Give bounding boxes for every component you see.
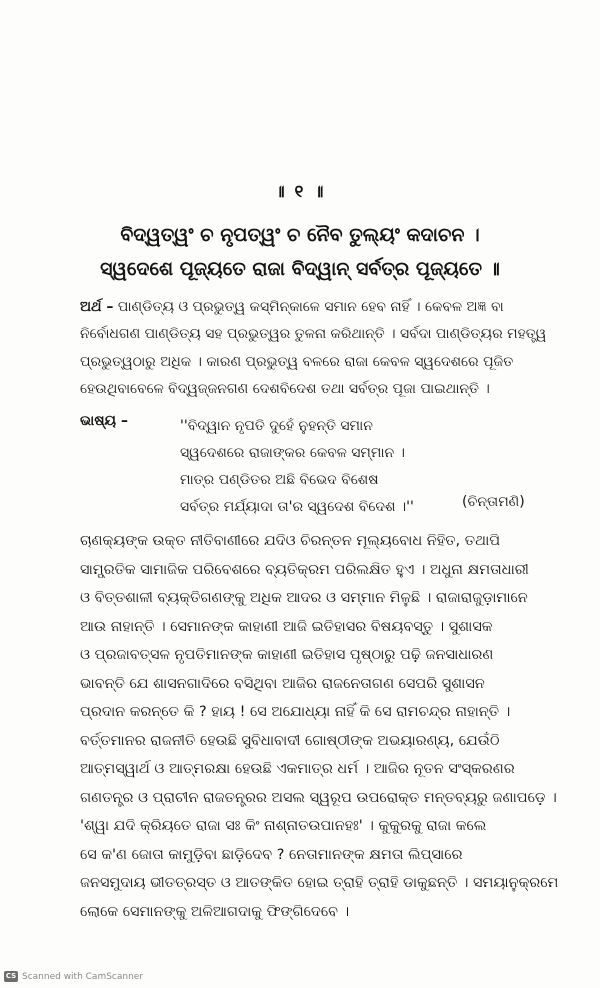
scanner-watermark	[4, 971, 143, 982]
body-line: ଗଣତନ୍ତ୍ର ଓ ପ୍ରାଚୀନ ରାଜତନ୍ତ୍ରର ଅସଲ ସ୍ୱରୂପ ଉପରୋକ୍ତ ମନ୍ତବ୍ୟରୁ ଜଣାପଡ଼େ ।	[80, 789, 557, 806]
section-number: ॥ ୧ ॥	[274, 182, 326, 202]
body-line: ଲୋକେ ସେମାନଙ୍କୁ ଅଳିଆଗଦାକୁ ଫିଙ୍ଗିଦେବେ ।	[80, 903, 350, 920]
bhasya-verse	[180, 413, 414, 521]
commentary-paragraph	[80, 527, 559, 926]
bhasya-label: ଭାଷ୍ୟ –	[80, 413, 128, 429]
body-line: ସେ କ'ଣ ଜୋତା କାମୁଡ଼ିବା ଛାଡ଼ିଦେବ ? ନେତାମାନଙ୍କ କ୍ଷମତା ଲିପ୍ସାରେ	[80, 846, 463, 863]
body-line: ଓ ପ୍ରଜାବତ୍ସଳ ନୃପତିମାନଙ୍କ କାହାଣୀ ଇତିହାସ ପୃଷ୍ଠାରୁ ପଢ଼ି ଜନସାଧାରଣ	[80, 647, 494, 663]
artha-paragraph	[80, 294, 547, 403]
artha-line: ହେଉଥିବାବେଳେ ବିଦ୍ୱଜ୍ଜନଗଣ ଦେଶବିଦେଶ ତଥା ସର୍ବତ୍ର ପୂଜା ପାଇଥାନ୍ତି ।	[80, 380, 490, 397]
bhasya-source: (ଚିନ୍ତାମଣି)	[462, 494, 525, 510]
body-line: ଆଉ ନାହାନ୍ତି । ସେମାନଙ୍କ କାହାଣୀ ଆଜି ଇତିହାସର ବିଷୟବସ୍ତୁ । ସୁଶାସକ	[80, 618, 493, 635]
body-line: ସାମ୍ପ୍ରତିକ ସାମାଜିକ ପରିବେଶରେ ବ୍ୟତିକ୍ରମ ପରିଲକ୍ଷିତ ହୁଏ । ଅଧୁନା କ୍ଷମତାଧାରୀ	[80, 561, 529, 578]
body-line: ଜନସମୁଦାୟ ଭୀତତ୍ରସ୍ତ ଓ ଆତଙ୍କିତ ହୋଇ ତ୍ରାହି ତ୍ରାହି ଡାକୁଛନ୍ତି । ସମୟାନୁକ୍ରମେ	[80, 875, 559, 891]
bhasya-line: ''ବିଦ୍ୱାନ ନୃପତି ଦୁହେଁ ନୁହନ୍ତି ସମାନ	[180, 418, 373, 434]
body-line: ବର୍ତ୍ତମାନର ରାଜନୀତି ହେଉଛି ସୁବିଧାବାଦୀ ଗୋଷ୍ଠୀଙ୍କ ଅଭୟାରଣ୍ୟ, ଯେଉଁଠି	[80, 732, 500, 749]
verse-line-2: ସ୍ୱଦେଶେ ପୂଜ୍ୟତେ ରାଜା ବିଦ୍ୱାନ୍ ସର୍ବତ୍ର ପୂଜ୍ୟତେ ॥	[100, 258, 500, 280]
body-line: ଓ ବିତ୍ତଶାଳୀ ବ୍ୟକ୍ତିଗଣଙ୍କୁ ଅଧିକ ଆଦର ଓ ସମ୍ମାନ ମିଳୁଛି । ରାଜାରାଜୁଡ଼ାମାନେ	[80, 590, 528, 606]
body-line: ଭାବନ୍ତି ଯେ ଶାସନଗାଦିରେ ବସିଥିବା ଆଜିର ରାଜନେତାଗଣ ସେପରି ସୁଶାସନ	[80, 675, 485, 692]
artha-line: ପାଣ୍ଡିତ୍ୟ ଓ ପ୍ରଭୁତ୍ୱ କସ୍ମିନ୍‌କାଳେ ସମାନ ହେବ ନାହିଁ । କେବଳ ଅଜ୍ଞ ବା	[113, 299, 504, 315]
camscanner-logo-icon: CS	[5, 972, 17, 980]
artha-line: ନିର୍ବୋଧଗଣ ପାଣ୍ଡିତ୍ୟ ସହ ପ୍ରଭୁତ୍ୱର ତୁଳନା କରିଥାନ୍ତି । ସର୍ବଦା ପାଣ୍ଡିତ୍ୟର ମହତ୍ତ୍ୱ	[80, 326, 547, 343]
bhasya-line: ସ୍ୱଦେଶରେ ରାଜାଙ୍କର କେବଳ ସମ୍ମାନ ।	[180, 445, 405, 461]
body-line: ଚାଣକ୍ୟଙ୍କ ଉକ୍ତ ନୀତିବାଣୀରେ ଯଦିଓ ଚିରନ୍ତନ ମୂଲ୍ୟବୋଧ ନିହିତ, ତଥାପି	[80, 533, 501, 549]
body-line: ଆତ୍ମସ୍ୱାର୍ଥ ଓ ଆତ୍ମରକ୍ଷା ହେଉଛି ଏକମାତ୍ର ଧର୍ମ । ଆଜିର ନୂତନ ସଂସ୍କରଣର	[80, 761, 515, 777]
body-line: ପ୍ରଦାନ କରନ୍ତେ କି ? ହାୟ ! ସେ ଅଯୋଧ୍ୟା ନାହିଁ କି ସେ ରାମଚନ୍ଦ୍ର ନାହାନ୍ତି ।	[80, 704, 511, 720]
body-line: 'ଶ୍ୱା ଯଦି କ୍ରିୟତେ ରାଜା ସଃ କିଂ ନାଶ୍ନାତଉପାନହଃ' । କୁକୁରକୁ ରାଜା କଲେ	[80, 818, 487, 834]
bhasya-line: ମାତ୍ର ପଣ୍ଡିତର ଅଛି ବିଭେଦ ବିଶେଷ	[180, 472, 379, 488]
artha-label: ଅର୍ଥ –	[80, 299, 114, 315]
bhasya-line: ସର୍ବତ୍ର ମର୍ଯ୍ୟାଦା ତା'ର ସ୍ୱଦେଶ ବିଦେଶ ।''	[180, 499, 414, 515]
artha-line: ପ୍ରଭୁତ୍ୱଠାରୁ ଅଧିକ । କାରଣ ପ୍ରଭୁତ୍ୱ ବଳରେ ରାଜା କେବଳ ସ୍ୱଦେଶରେ ପୂଜିତ	[80, 353, 514, 370]
verse-line-1: ବିଦ୍ୱତ୍ୱଂ ଚ ନୃପତ୍ୱଂ ଚ ନୈବ ତୁଲ୍ୟଂ କଦାଚନ ।	[120, 224, 480, 246]
scanner-watermark-text: Scanned with CamScanner	[22, 971, 144, 982]
